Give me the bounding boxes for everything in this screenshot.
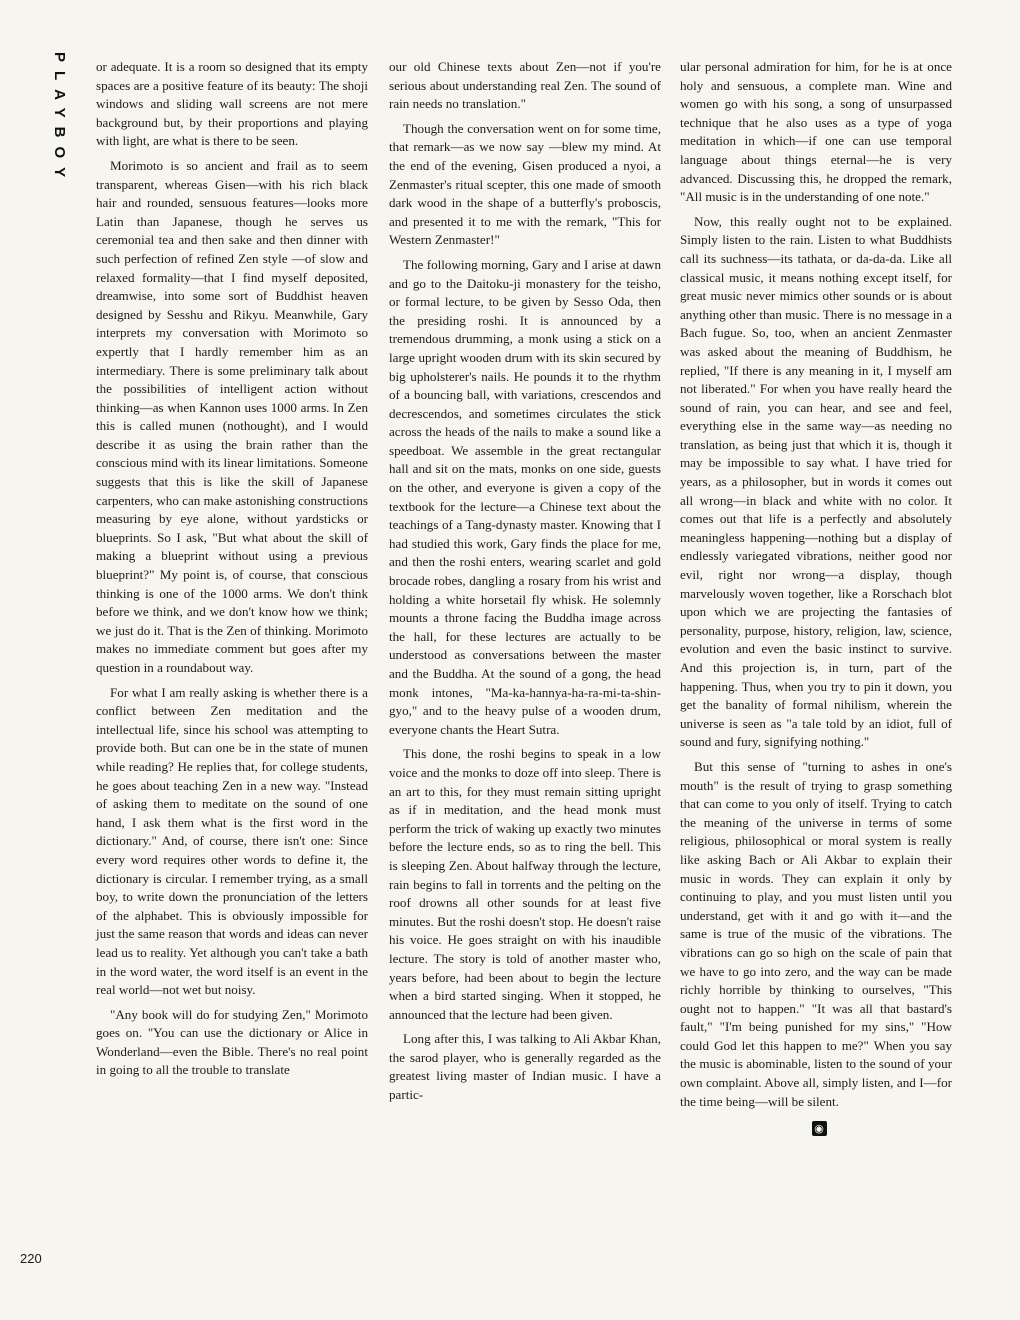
paragraph: This done, the roshi begins to speak in a low voice and the monks to doze off into sleep. There is an art to this, for they must remain sitting upright as if in meditation, and the head monk must perform the trick of waking up exactly two minutes before the lecture ends, so as to ring the bell. This is sleeping Zen. About halfway through the lecture, rain begins to fall in torrents and the pelting on the roof drowns all other sounds for at least five minutes. But the roshi doesn't stop. He doesn't raise his voice. He goes straight on with his inaudible lecture. The story is told of another master who, years before, had been about to begin the lecture when a bird started singing. When it stopped, he announced that the lecture had been given. bbox=[389, 746, 661, 1022]
paragraph: But this sense of "turning to ashes in one's mouth" is the result of trying to grasp something that can come to you only of itself. Trying to catch the meaning of the universe in terms of some religious, philosophical or moral system is really like asking Bach or Ali Akbar to explain their music in words. They can explain it only by continuing to play, and you must listen until you understand, get with it and go with it—and the same is true of the music of the vibrations. The vibrations can go so high on the scale of pain that we have to go into zero, and the way can be made richly horrible by thinking to ourselves, "This ought not to happen." "It was all that bastard's fault," "I'm being punished for my sins," "How could God let this happen to me?" When you say the music is abominable, listen to the sound of your own complaint. Above all, simply listen, and I—for the time being—will be silent. bbox=[680, 758, 952, 1109]
paragraph: Long after this, I was talking to Ali Akbar Khan, the sarod player, who is generally regarded as the greatest living master of Indian music. I have a partic- bbox=[389, 1031, 661, 1103]
paragraph: our old Chinese texts about Zen—not if you're serious about understanding real Zen. The sound of rain needs no translation." bbox=[389, 59, 661, 112]
paragraph: Though the conversation went on for some time, that remark—as we now say —blew my mind. At the end of the evening, Gisen produced a nyoi, a Zenmaster's ritual scepter, this one made of smooth dark wood in the shape of a butterfly's proboscis, and presented it to me with the remark, "This for Western Zenmaster!" bbox=[389, 120, 661, 248]
text-column-1 bbox=[96, 58, 368, 1086]
paragraph: or adequate. It is a room so designed that its empty spaces are a positive feature of its beauty: The shoji windows and sliding wall screens are not mere background but, by their proportions and playing with light, are what is there to be seen. bbox=[96, 59, 368, 149]
end-mark bbox=[680, 1117, 952, 1136]
paragraph: Morimoto is so ancient and frail as to seem transparent, whereas Gisen—with his rich black hair and rounded, sensuous features—looks more Latin than Japanese, though he serves us ceremonial tea and then sake and then dinner with such perfection of refined Zen style —of slow and relaxed formality—that I find myself deposited, dreamwise, into some sort of Buddhist heaven designed by Sesshu and Rikyu. Meanwhile, Gary interprets my conversation with Morimoto so expertly that I hardly remember him as an intermediary. There is some preliminary talk about the possibilities of intelligent action without thinking—as when Kannon uses 1000 arms. In Zen this is called munen (nothought), and I would describe it as using the brain rather than the conscious mind with its linear limitations. Someone suggests that this is like the skill of Japanese carpenters, who can make astonishing constructions measuring by eye alone, without yardsticks or blueprints. So I ask, "But what about the skill of making a blueprint without using a previous blueprint?" My point is, of course, that conscious thinking is one of the 1000 arms. We don't think before we think, and we don't know how we think; we just do it. That is the Zen of thinking. Morimoto makes no immediate comment but goes after my question in a roundabout way. bbox=[96, 157, 368, 675]
page-number: 220 bbox=[20, 1251, 42, 1266]
paragraph: Now, this really ought not to be explained. Simply listen to the rain. Listen to what Buddhists call its suchness—its tathata, or da-da-da. Like all classical music, it means nothing except itself, for great music never mimics other sounds or is about anything other than music. There is no message in a Bach fugue. So, too, when an ancient Zenmaster was asked about the meaning of Buddhism, he replied, "If there is any meaning in it, I myself am not liberated." For when you have really heard the sound of rain, you can hear, and see and feel, everything else in the same way—as needing no translation, as being just that which it is, though it may be impossible to say what. I have tried for years, as a philosopher, but in words it comes out all wrong—in black and white with no color. It comes out that life is a perfectly and absolutely meaningless happening—nothing but a display of endlessly variegated vibrations, neither good nor evil, right nor wrong—a display, though marvelously woven together, like a Rorschach blot upon which we are projecting the fantasies of personality, purpose, history, religion, law, science, evolution and even the basic instinct to survive. And this projection is, in turn, part of the happening. Thus, when you try to pin it down, you get the banality of formal nihilism, wherein the universe is seen as "a tale told by an idiot, full of sound and fury, signifying nothing." bbox=[680, 213, 952, 750]
text-column-3 bbox=[680, 58, 952, 1136]
paragraph: For what I am really asking is whether there is a conflict between Zen meditation and the intellectual life, since his school was attempting to provide both. But can one be in the state of munen while reading? He replies that, for college students, he goes about teaching Zen in a new way. "Instead of asking them to meditate on the sound of one hand, I ask them what is the first word in the dictionary." And, of course, there isn't one: Since every word requires other words to define it, the dictionary is circular. I remember trying, as a small boy, to write down the pronunciation of the letters of the alphabet. This is obviously impossible for just the same reason that words and ideas can never lead us to reality. Yet although you can't take a bath in the word water, the word itself is an event in the real world—not wet but noisy. bbox=[96, 684, 368, 998]
paragraph: ular personal admiration for him, for he is at once holy and sensuous, a complete man. Wine and women go with his song, a song of unsurpassed technique that he also uses as a type of yoga meditation in which—if one can use temporal language about things eternal—he is very advanced. Discussing this, he dropped the remark, "All music is in the understanding of one note." bbox=[680, 59, 952, 205]
rabbit-head-icon: ◉ bbox=[812, 1121, 827, 1136]
paragraph: "Any book will do for studying Zen," Morimoto goes on. "You can use the dictionary or Alice in Wonderland—even the Bible. There's no real point in going to all the trouble to translate bbox=[96, 1006, 368, 1078]
magazine-name: PLAYBOY bbox=[51, 52, 68, 187]
text-column-2 bbox=[389, 58, 661, 1111]
paragraph: The following morning, Gary and I arise at dawn and go to the Daitoku-ji monastery for the teisho, or formal lecture, to be given by Sesso Oda, then the presiding roshi. It is announced by a tremendous drumming, a monk using a stick on a large upright wooden drum with its skin secured by big upholsterer's nails. He pounds it to the rhythm of a bouncing ball, with variations, crescendos and decrescendos, and sometimes circulates the stick across the heads of the nails to make a sound like a speedboat. We assemble in the great rectangular hall and sit on the mats, monks on one side, guests on the other, and everyone is given a copy of the textbook for the lecture—a Chinese text about the teachings of a Tang-dynasty master. Knowing that I had studied this work, Gary finds the place for me, and then the roshi enters, wearing scarlet and gold brocade robes, dangling a rosary from his wrist and holding a white horsetail fly whisk. He solemnly mounts a throne facing the Buddha image across the hall, for these lectures are actually to be understood as conversations between the master and the Buddha. At the sound of a gong, the head monk intones, "Ma-ka-hannya-ha-ra-mi-ta-shin-gyo," and to the heavy pulse of a wooden drum, everyone chants the Heart Sutra. bbox=[389, 256, 661, 737]
